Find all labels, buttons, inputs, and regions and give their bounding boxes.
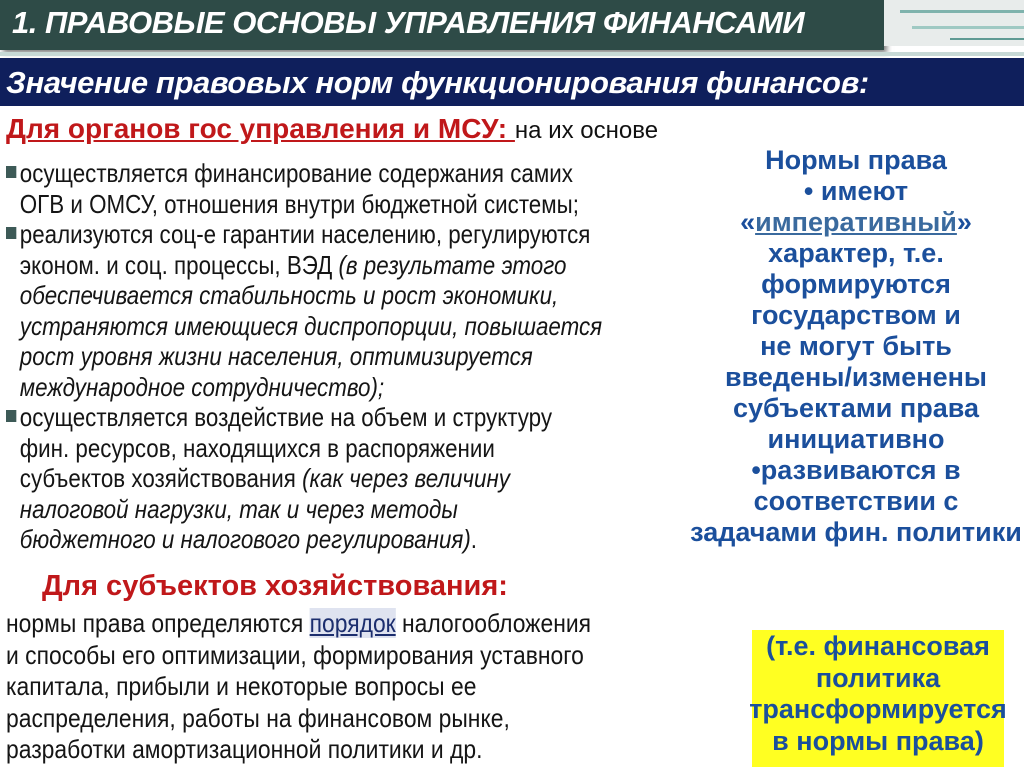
- header-decoration-line: [900, 10, 1024, 13]
- section2-heading: Для субъектов хозяйствования:: [42, 570, 508, 602]
- section1-heading-row: [6, 113, 658, 145]
- list-item-continuation: ОГВ и ОМСУ, отношения внутри бюджетной системы;: [19, 188, 579, 219]
- right-line: не могут быть: [760, 331, 952, 361]
- highlighted-term: порядок: [309, 608, 396, 638]
- list-item-continuation: фин. ресурсов, находящихся в распоряжении: [19, 432, 495, 463]
- right-line: соответствии с: [753, 486, 959, 516]
- section1-heading: Для органов гос управления и МСУ:: [6, 113, 515, 144]
- list-item-continuation: рост уровня жизни населения, оптимизируется: [19, 341, 533, 371]
- list-item: реализуются соц-е гарантии населению, регулируются: [6, 219, 599, 250]
- list-item-continuation: субъектов хозяйствования (как через величину: [19, 463, 510, 493]
- section1-heading-suffix: на их основе: [514, 117, 659, 144]
- right-line: Нормы права: [765, 145, 947, 175]
- right-line: •развиваются в: [751, 455, 961, 485]
- paragraph-line: капитала, прибыли и некоторые вопросы ее: [6, 671, 477, 701]
- section2-body: [6, 608, 592, 766]
- list-item: осуществляется воздействие на объем и структуру: [6, 402, 599, 433]
- list-item: осуществляется финансирование содержания самих: [6, 158, 599, 189]
- list-item-continuation: международное сотрудничество);: [19, 371, 385, 402]
- slide-title: 1. ПРАВОВЫЕ ОСНОВЫ УПРАВЛЕНИЯ ФИНАНСАМИ: [12, 5, 805, 40]
- subtitle-bar: [0, 58, 1024, 106]
- header-separator: [0, 52, 1024, 56]
- title-bar: [0, 0, 884, 50]
- list-item-continuation: налоговой нагрузки, так и через методы: [19, 493, 458, 524]
- paragraph-line: разработки амортизационной политики и др.: [6, 734, 483, 764]
- square-bullet-icon: [6, 227, 16, 239]
- imperative-term: императивный: [755, 207, 957, 237]
- list-item-continuation: эконом. и соц. процессы, ВЭД (в результате этого: [19, 249, 567, 280]
- highlight-line: (т.е. финансовая: [766, 631, 990, 661]
- section1-list: [6, 158, 603, 555]
- list-item-continuation: обеспечивается стабильность и рост экономики,: [19, 280, 559, 310]
- list-item-continuation: устраняются имеющиеся диспропорции, повышается: [19, 310, 603, 341]
- slide-subtitle: Значение правовых норм функционирования финансов:: [6, 65, 869, 100]
- right-line: государством и: [751, 300, 961, 330]
- header-decoration-line: [912, 26, 1024, 29]
- header-decoration-line: [950, 38, 1024, 40]
- highlight-line: политика: [815, 662, 941, 693]
- highlight-line: трансформируется: [749, 694, 1007, 724]
- right-line: формируются: [761, 269, 951, 299]
- right-line: • имеют: [803, 176, 909, 206]
- right-line: субъектами права: [733, 393, 979, 423]
- right-column-text: [686, 145, 1024, 548]
- square-bullet-icon: [6, 166, 16, 178]
- list-item-continuation: бюджетного и налогового регулирования).: [19, 524, 478, 554]
- right-line: характер, т.е.: [768, 238, 944, 268]
- paragraph-line: нормы права определяются порядок налогообложения: [6, 608, 592, 638]
- paragraph-line: распределения, работы на финансовом рынке,: [6, 702, 510, 733]
- right-line: задачами фин. политики: [690, 517, 1022, 547]
- highlight-box-text: [742, 631, 1014, 757]
- right-line: введены/изменены: [725, 362, 987, 392]
- right-line: инициативно: [767, 424, 945, 454]
- square-bullet-icon: [6, 410, 16, 422]
- right-line: «императивный»: [740, 207, 972, 237]
- paragraph-line: и способы его оптимизации, формирования уставного: [6, 639, 584, 670]
- highlight-line: в нормы права): [772, 725, 984, 756]
